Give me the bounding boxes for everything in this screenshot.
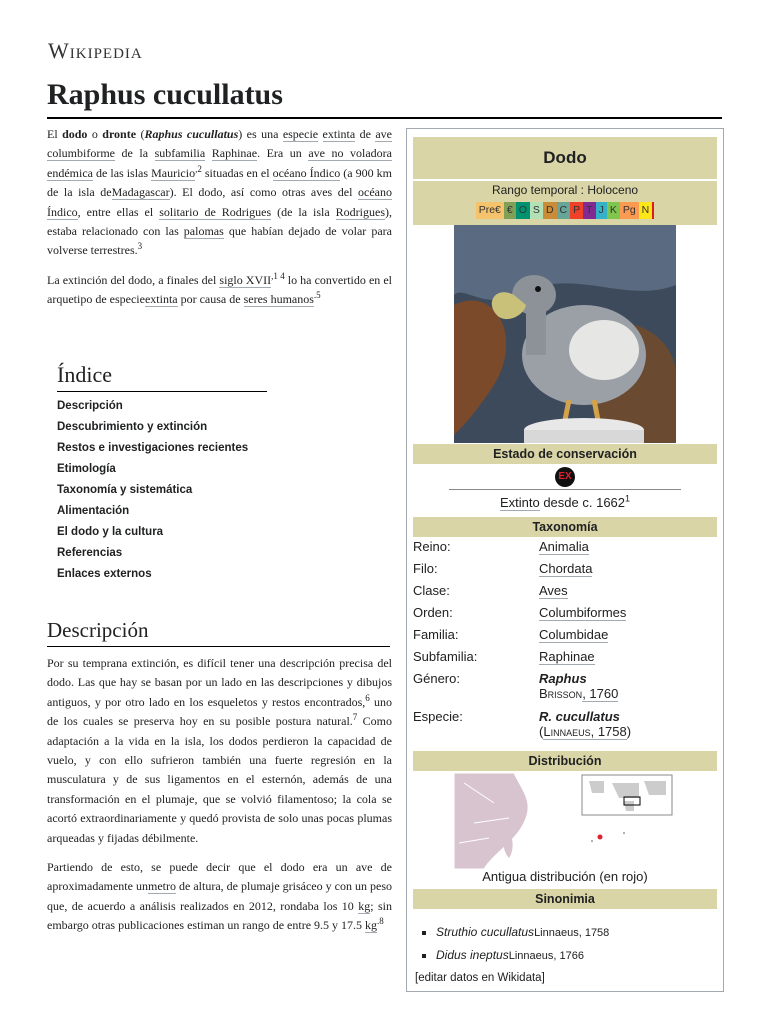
taxonomy-row: [413, 649, 717, 671]
dodo-image[interactable]: [454, 225, 676, 443]
synonym-item: [436, 944, 609, 967]
extinct-link[interactable]: Extinto: [499, 495, 540, 510]
article-link[interactable]: océano Índico: [47, 185, 392, 219]
table-of-contents: [57, 362, 357, 589]
wikipedia-wordmark[interactable]: Wikipedia: [48, 38, 143, 63]
toc-title: Índice: [57, 362, 267, 392]
article-link[interactable]: ave: [375, 127, 393, 141]
text-run: Por su temprana extinción, es difícil tener una descripción precisa del dodo. Las que hay se basan por un lado en las descripciones y dibujos antiguos, y por otro lado en los esqueletos y restos encontrados,: [47, 656, 392, 709]
article-link[interactable]: siglo XVII: [219, 272, 272, 287]
text-run: Como adaptación a la vida en la isla, los dodos perdieron la capacidad de vuelo, y con ello sufrieron también una fuerte regresión en la musculatura y de sus ligamentos en el esternón, además de una transformación en el plumaje, que se volvió filamentoso; la cola se acortó extraordinariamente y quedó provista de solo unas pocas plumas arqueadas y fijadas débilmente.: [47, 714, 392, 845]
bold-term: Raphus cucullatus: [144, 127, 239, 141]
ref-1[interactable]: 1: [625, 493, 631, 504]
edit-wikidata-link[interactable]: [editar datos en Wikidata]: [415, 972, 545, 984]
conservation-heading: Estado de conservación: [413, 444, 717, 464]
reference-marker[interactable]: .8: [377, 916, 384, 927]
reference-marker[interactable]: ,2: [195, 163, 202, 174]
rank-label: Especie:: [413, 709, 463, 724]
period-segment[interactable]: T: [583, 202, 595, 219]
period-segment[interactable]: S: [530, 202, 543, 219]
period-segment[interactable]: €: [504, 202, 516, 219]
reference-marker[interactable]: 6: [365, 692, 370, 703]
intro: [47, 125, 392, 320]
period-segment[interactable]: O: [516, 202, 530, 219]
synonyms-heading: Sinonimia: [413, 889, 717, 909]
toc-item[interactable]: Alimentación: [57, 505, 130, 517]
intro-paragraph-1: [47, 125, 392, 261]
taxonomy-row: [413, 583, 717, 605]
section-heading-descripcion: Descripción: [47, 618, 390, 647]
dodo-painting: [454, 225, 676, 443]
toc-item[interactable]: Enlaces externos: [57, 568, 152, 580]
rank-label: Clase:: [413, 583, 450, 598]
text-run: de altura, de plumaje grisáceo y con un peso que, de acuerdo a análisis realizados en 2012, rondaba los 10: [47, 879, 392, 913]
article-link[interactable]: metro: [147, 879, 176, 894]
article-link[interactable]: columbiforme: [47, 146, 115, 161]
species-author[interactable]: Linnaeus: [543, 724, 591, 739]
intro-paragraph-2: [47, 271, 392, 310]
time-range-label[interactable]: Rango temporal : Holoceno: [491, 183, 639, 197]
article-link[interactable]: Madagascar: [111, 185, 170, 200]
synonym-author: Linnaeus, 1758: [534, 927, 610, 939]
reference-marker[interactable]: .5: [313, 290, 321, 301]
description-paragraph-2: [47, 858, 392, 936]
text-run: de las islas: [92, 165, 152, 180]
synonym-name: Struthio cucullatus: [436, 925, 535, 939]
distribution-heading: Distribución: [413, 751, 717, 771]
description-paragraph-1: [47, 654, 392, 848]
article-link[interactable]: océano Índico: [272, 165, 341, 180]
period-segment[interactable]: J: [596, 202, 607, 219]
text-run: o: [87, 127, 103, 141]
extinct-since: [413, 495, 717, 510]
period-segment[interactable]: C: [557, 202, 571, 219]
taxonomy-row: [413, 539, 717, 561]
taxon-link[interactable]: Columbiformes: [539, 605, 627, 620]
extinct-badge[interactable]: EX: [555, 467, 575, 487]
article-link[interactable]: extinta: [144, 292, 178, 307]
text-run: El: [47, 127, 63, 141]
taxonomy-row: [413, 627, 717, 649]
page-title: Raphus cucullatus: [47, 78, 283, 111]
taxon-link[interactable]: Columbidae: [539, 627, 609, 642]
distribution-map[interactable]: [454, 773, 676, 869]
species-paren-open: (: [539, 724, 544, 739]
article-link[interactable]: extinta: [322, 127, 356, 141]
description-body: [47, 654, 392, 946]
article-link[interactable]: especie: [282, 127, 319, 141]
period-segment[interactable]: N: [639, 202, 655, 219]
text-run: uno de los cuales se preserva hoy en su posible postura natural.: [47, 694, 392, 729]
synonym-item: [436, 921, 609, 944]
text-run: (a 900 km de la isla de: [47, 165, 393, 200]
toc-item[interactable]: Descripción: [57, 400, 123, 412]
taxon-link[interactable]: Chordata: [539, 561, 593, 576]
period-segment[interactable]: Pre€: [476, 202, 504, 219]
text-run: ), estaba relacionado con las: [47, 204, 393, 239]
geologic-time-bar: [413, 202, 717, 219]
text-run: de: [355, 127, 376, 141]
text-run: (: [136, 127, 145, 141]
taxon-link[interactable]: Aves: [539, 583, 568, 598]
status-scale: [449, 489, 681, 490]
toc-item[interactable]: Descubrimiento y extinción: [57, 421, 208, 433]
infobox: [406, 128, 724, 992]
text-run: Partiendo de esto, se puede decir que el dodo era un ave de aproximadamente un: [47, 860, 392, 894]
species-year[interactable]: , 1758: [590, 724, 627, 739]
extinct-date: desde c. 1662: [539, 495, 626, 510]
rank-label: Filo:: [413, 561, 438, 576]
article-link[interactable]: kg: [358, 898, 371, 913]
rank-label: Orden:: [413, 605, 453, 620]
map-image: [454, 773, 676, 869]
taxonomy-heading: Taxonomía: [413, 517, 717, 537]
text-run: , entre ellas el: [77, 204, 160, 219]
bold-term: dodo: [62, 127, 88, 141]
period-segment[interactable]: P: [570, 202, 583, 219]
article-link[interactable]: Mauricio: [151, 165, 196, 180]
text-run: [318, 127, 322, 141]
article-link[interactable]: endémica: [47, 165, 93, 180]
genus-author[interactable]: Brisson: [539, 686, 583, 701]
toc-item[interactable]: Referencias: [57, 547, 123, 559]
text-run: (de la isla: [271, 204, 336, 219]
reference-marker[interactable]: ,1 4: [271, 270, 285, 281]
article-link[interactable]: ave no voladora: [308, 146, 392, 161]
rank-label: Reino:: [413, 539, 451, 554]
period-segment[interactable]: D: [543, 202, 557, 219]
taxonomy-row: [413, 605, 717, 627]
toc-item[interactable]: Restos e investigaciones recientes: [57, 442, 249, 454]
toc-item[interactable]: El dodo y la cultura: [57, 526, 164, 538]
map-caption: Antigua distribución (en rojo): [482, 869, 648, 884]
text-run: por causa de: [177, 292, 244, 307]
rank-label: Subfamilia:: [413, 649, 478, 664]
article-link[interactable]: seres humanos: [243, 292, 314, 307]
text-run: de la: [114, 146, 155, 161]
text-run: ) es una: [238, 127, 283, 141]
reference-marker[interactable]: 7: [352, 712, 358, 723]
time-range: [413, 181, 717, 225]
species-paren-close: ): [626, 724, 632, 739]
genus-year[interactable]: , 1760: [582, 686, 619, 701]
synonyms-list: [429, 921, 609, 967]
rank-label: Género:: [413, 671, 460, 686]
infobox-title: Dodo: [413, 137, 717, 179]
article-link[interactable]: subfamilia: [154, 146, 206, 161]
toc-item[interactable]: Taxonomía y sistemática: [57, 484, 193, 496]
text-run: . Era un: [257, 146, 309, 161]
taxonomy-table: [413, 539, 717, 743]
taxon-link[interactable]: Raphinae: [539, 649, 595, 664]
article-link[interactable]: palomas: [183, 224, 224, 239]
text-run: [205, 146, 212, 160]
genus-value[interactable]: Raphus: [539, 671, 587, 686]
text-run: situadas en el: [201, 165, 273, 180]
synonym-author: Linnaeus, 1766: [508, 950, 584, 962]
period-segment[interactable]: K: [607, 202, 620, 219]
taxonomy-row: [413, 561, 717, 583]
text-run: ; sin embargo otras publicaciones estiman un rango de entre 9.5 y 17.5: [47, 898, 392, 933]
article-link[interactable]: solitario de Rodrigues: [159, 204, 272, 219]
title-rule: [47, 117, 722, 119]
bold-term: dronte: [102, 127, 137, 141]
article-link[interactable]: Rodrigues: [335, 204, 386, 219]
text-run: La extinción del dodo, a finales del: [47, 272, 220, 287]
article-link[interactable]: kg: [365, 918, 378, 933]
toc-item[interactable]: Etimología: [57, 463, 116, 475]
text-run: ). El dodo, así como otras aves del: [169, 185, 359, 200]
text-run: lo ha convertido en el arquetipo de especie: [47, 272, 393, 307]
synonym-name: Didus ineptus: [436, 948, 509, 962]
text-run: que habían dejado de volar para volverse terrestres.: [47, 224, 392, 258]
rank-label: Familia:: [413, 627, 459, 642]
taxon-link[interactable]: Animalia: [539, 539, 589, 554]
reference-marker[interactable]: 3: [137, 241, 143, 252]
toc-list: [57, 400, 357, 589]
article-link[interactable]: Raphinae: [211, 146, 258, 161]
species-value: R. cucullatus: [539, 709, 620, 724]
conservation-status: [413, 467, 717, 487]
period-segment[interactable]: Pg: [620, 202, 639, 219]
